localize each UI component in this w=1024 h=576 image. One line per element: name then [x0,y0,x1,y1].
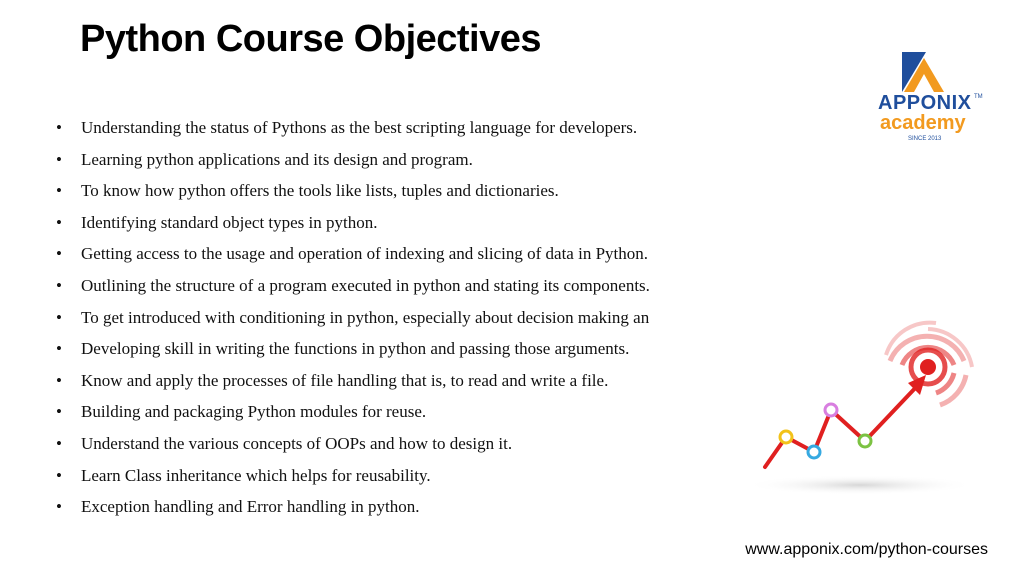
bullet-icon: • [56,149,62,169]
list-item-text: Outlining the structure of a program executed in python and stating its components. [81,275,650,295]
list-item-text: Building and packaging Python modules for reuse. [81,402,427,422]
list-item-text: Getting access to the usage and operation of indexing and slicing of data in Python. [81,244,649,264]
list-item-text: Understanding the status of Pythons as the best scripting language for developers. [81,118,638,137]
list-item-text: Learning python applications and its design and program. [81,149,473,169]
list-item [56,118,736,150]
list-item-text: Developing skill in writing the functions in python and passing those arguments. [81,339,630,359]
list-item [56,213,736,245]
logo-name: APPONIX [878,92,972,114]
slide-title: Python Course Objectives [80,18,542,60]
bullet-icon: • [56,275,62,295]
list-item [56,276,736,308]
list-item [56,339,736,371]
footer-url[interactable]: www.apponix.com/python-courses [745,541,988,558]
list-item-text: Understand the various concepts of OOPs and how to design it. [81,433,513,453]
list-item-text: Exception handling and Error handling in python. [81,497,420,517]
list-item-text: To get introduced with conditioning in python, especially about decision making an [81,307,650,327]
list-item-text: Identifying standard object types in python. [81,212,378,232]
list-item [56,181,736,213]
objectives-list [56,118,736,529]
list-item-text: Know and apply the processes of file handling that is, to read and write a file. [81,370,609,390]
list-item-text: To know how python offers the tools like lists, tuples and dictionaries. [81,181,559,201]
bullet-icon: • [56,212,62,232]
bullet-icon: • [56,118,62,137]
list-item [56,150,736,182]
bullet-icon: • [56,497,62,517]
list-item [56,497,736,529]
list-item [56,244,736,276]
apponix-logo-mark-icon [898,48,946,92]
bullet-icon: • [56,402,62,422]
bullet-icon: • [56,465,62,485]
target-growth-chart-icon [740,315,990,505]
list-item [56,466,736,498]
logo-subtitle: academy [880,112,966,134]
list-item [56,371,736,403]
bullet-icon: • [56,244,62,264]
bullet-icon: • [56,181,62,201]
logo-since: SINCE 2013 [908,136,942,142]
bullet-icon: • [56,339,62,359]
bullet-icon: • [56,307,62,327]
logo-trademark: TM [974,94,983,100]
bullet-icon: • [56,433,62,453]
apponix-logo [868,48,988,148]
list-item [56,402,736,434]
list-item [56,308,736,340]
bullet-icon: • [56,370,62,390]
list-item [56,434,736,466]
list-item-text: Learn Class inheritance which helps for reusability. [81,465,431,485]
